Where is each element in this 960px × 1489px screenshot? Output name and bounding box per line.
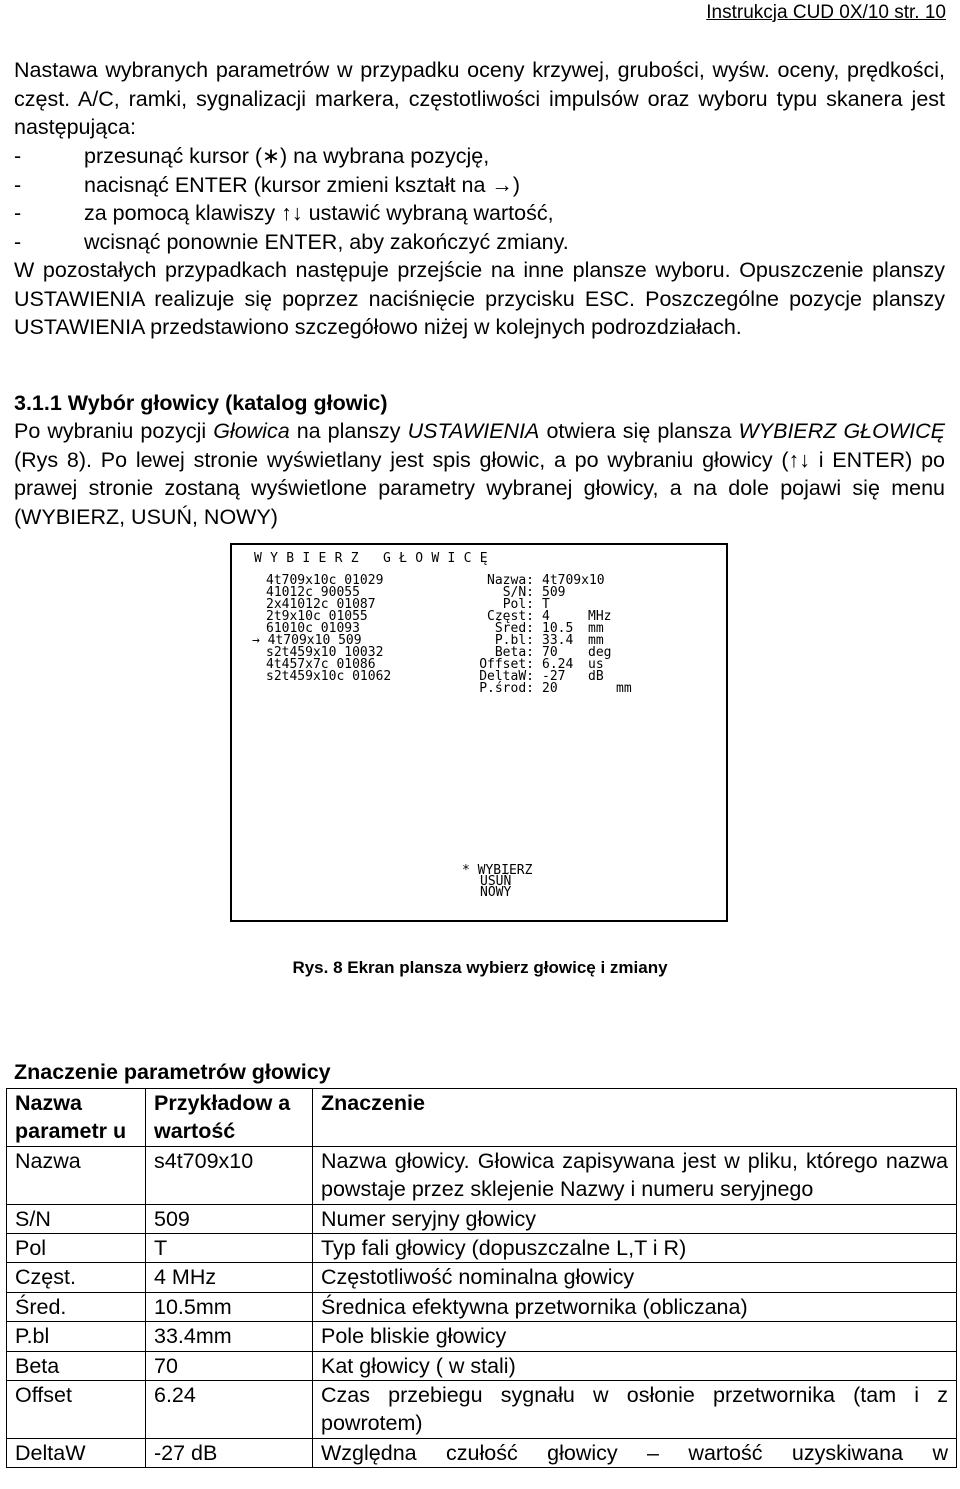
probe-item: s2t459x10 10032 (266, 645, 384, 660)
param-unit: dB (588, 669, 604, 684)
probe-item: s2t459x10c 01062 (266, 669, 392, 684)
page-header: Instrukcja CUD 0X/10 str. 10 (706, 2, 946, 23)
section-paragraph (14, 417, 945, 531)
param-key: Nazwa: (487, 573, 534, 588)
table-row (7, 1292, 957, 1321)
param-key: P.środ: (479, 681, 534, 696)
intro-paragraph: Nastawa wybranych parametrów w przypadku oceny krzywej, grubości, wyśw. oceny, prędkości, częst. A/C, ramki, sygnalizacji markera, częstotliwości impulsów oraz wyboru typu skanera jest następująca: (14, 58, 945, 140)
param-key: P.bl: (494, 633, 534, 648)
table-cell: Względna czułość głowicy – wartość uzyskiwana w (313, 1438, 957, 1467)
bullet-text: wcisnąć ponownie ENTER, aby zakończyć zmiany. (84, 230, 569, 254)
param-unit: MHz (588, 609, 612, 624)
param-value: 4t709x10 (542, 573, 605, 588)
text-run: na planszy (289, 419, 408, 443)
menu-item-select: * WYBIERZ (462, 863, 533, 878)
probe-params (470, 573, 632, 696)
header-cell: Przykładow a wartość (146, 1089, 313, 1147)
table-cell: Nazwa (7, 1146, 146, 1204)
header-cell: Znaczenie (313, 1089, 957, 1147)
table-cell: Nazwa głowicy. Głowica zapisywana jest w pliku, którego nazwa powstaje przez sklejenie Nazwy i numeru seryjnego (313, 1146, 957, 1204)
table-cell: Offset (7, 1381, 146, 1439)
table-cell: Częst. (7, 1263, 146, 1292)
param-key: Częst: (487, 609, 534, 624)
table-cell: 70 (146, 1351, 313, 1380)
text-run: otwiera się plansza (539, 419, 739, 443)
probe-item: 4t709x10c 01029 (266, 573, 384, 588)
table-row (7, 1146, 957, 1204)
body-paragraph: W pozostałych przypadkach następuje przejście na inne plansze wyboru. Opuszczenie planszy USTAWIENIA realizuje się poprzez naciśnięcie przycisku ESC. Poszczególne pozycje planszy USTAWIENIA przedstawiono szczegółowo niżej w kolejnych podrozdziałach. (14, 258, 945, 340)
table-cell: DeltaW (7, 1438, 146, 1467)
table-cell: 6.24 (146, 1381, 313, 1439)
probe-item: 61010c 01093 (266, 621, 360, 636)
text-run-italic: Głowica (213, 419, 290, 443)
list-item (14, 142, 489, 171)
list-item (14, 199, 554, 228)
table-cell: Kat głowicy ( w stali) (313, 1351, 957, 1380)
param-value: 6.24 (542, 657, 574, 672)
table-cell: Beta (7, 1351, 146, 1380)
probe-item: 4t457x7c 01086 (266, 657, 376, 672)
param-value: 70 (542, 645, 558, 660)
probe-item: 2t9x10c 01055 (266, 609, 368, 624)
table-cell: S/N (7, 1204, 146, 1233)
table-cell: Czas przebiegu sygnału w osłonie przetwornika (tam i z powrotem) (313, 1381, 957, 1439)
bullet-dash: - (14, 173, 22, 197)
section-heading: 3.1.1 Wybór głowicy (katalog głowic) (14, 391, 388, 415)
param-unit: mm (588, 633, 604, 648)
table-cell: 509 (146, 1204, 313, 1233)
bullet-dash: - (14, 144, 22, 168)
probe-item: 41012c 90055 (266, 585, 360, 600)
param-key: DeltaW: (479, 669, 534, 684)
table-cell: T (146, 1234, 313, 1263)
table-row (7, 1234, 957, 1263)
device-screen-figure (230, 543, 728, 922)
text-run-italic: USTAWIENIA (407, 419, 540, 443)
table-cell: 10.5mm (146, 1292, 313, 1321)
table-cell: -27 dB (146, 1438, 313, 1467)
table-row (7, 1381, 957, 1439)
param-key: S/N: (502, 585, 534, 600)
param-key: Offset: (479, 657, 534, 672)
table-cell: 33.4mm (146, 1322, 313, 1351)
table-title: Znaczenie parametrów głowicy (14, 1060, 331, 1084)
table-header-row (7, 1089, 957, 1147)
param-row (470, 681, 632, 696)
param-key: Beta: (494, 645, 534, 660)
header-cell: Nazwa parametr u (7, 1089, 146, 1147)
bullet-text: nacisnąć ENTER (kursor zmieni kształt na →) (84, 173, 521, 197)
table-row (7, 1438, 957, 1467)
param-unit: deg (588, 645, 612, 660)
table-cell: Typ fali głowicy (dopuszczalne L,T i R) (313, 1234, 957, 1263)
param-key: Pol: (502, 597, 534, 612)
table-cell: Średnica efektywna przetwornika (obliczana) (313, 1292, 957, 1321)
table-cell: 4 MHz (146, 1263, 313, 1292)
list-item (14, 228, 569, 257)
table-cell: Numer seryjny głowicy (313, 1204, 957, 1233)
param-value: 20 (542, 681, 558, 696)
table-cell: Śred. (7, 1292, 146, 1321)
bullet-dash: - (14, 230, 22, 254)
bullet-text: przesunąć kursor (∗) na wybrana pozycję, (84, 144, 490, 168)
param-value: 4 (542, 609, 550, 624)
bullet-text: za pomocą klawiszy ↑↓ ustawić wybraną wartość, (84, 201, 554, 225)
menu-item-new: NOWY (480, 885, 512, 900)
screen-menu (462, 863, 533, 900)
table-row (7, 1204, 957, 1233)
param-unit: mm (588, 621, 604, 636)
text-run: Po wybraniu pozycji (14, 419, 214, 443)
param-unit: mm (616, 681, 632, 696)
table-row (7, 1322, 957, 1351)
menu-item-delete: USUŃ (480, 874, 512, 889)
param-key: Śred: (494, 621, 534, 636)
table-cell: s4t709x10 (146, 1146, 313, 1204)
param-value: -27 (542, 669, 566, 684)
bullet-dash: - (14, 201, 22, 225)
table-row (7, 1263, 957, 1292)
table-cell: Częstotliwość nominalna głowicy (313, 1263, 957, 1292)
probe-item-selected: → 4t709x10 509 (252, 633, 362, 648)
param-unit: us (588, 657, 604, 672)
text-run: (Rys 8). Po lewej stronie wyświetlany jest spis głowic, a po wybraniu głowicy (↑↓ i ENTER) po prawej stronie zostaną wyświetlone parametry wybranej głowicy, a na dole pojawi się menu (WYBIERZ, USUŃ, NOWY) (14, 447, 945, 529)
param-value: 33.4 (542, 633, 574, 648)
figure-caption: Rys. 8 Ekran plansza wybierz głowicę i zmiany (292, 958, 668, 977)
probe-item: 2x41012c 01087 (266, 597, 376, 612)
params-table (6, 1088, 957, 1468)
probe-list (252, 573, 392, 684)
param-value: 10.5 (542, 621, 574, 636)
param-value: 509 (542, 585, 566, 600)
table-cell: Pole bliskie głowicy (313, 1322, 957, 1351)
param-value: T (542, 597, 550, 612)
screen-title: WYBIERZ GŁOWICĘ (254, 551, 496, 566)
text-run-italic: WYBIERZ GŁOWICĘ (738, 419, 945, 443)
table-cell: Pol (7, 1234, 146, 1263)
list-item (14, 171, 520, 200)
table-cell: P.bl (7, 1322, 146, 1351)
table-row (7, 1351, 957, 1380)
